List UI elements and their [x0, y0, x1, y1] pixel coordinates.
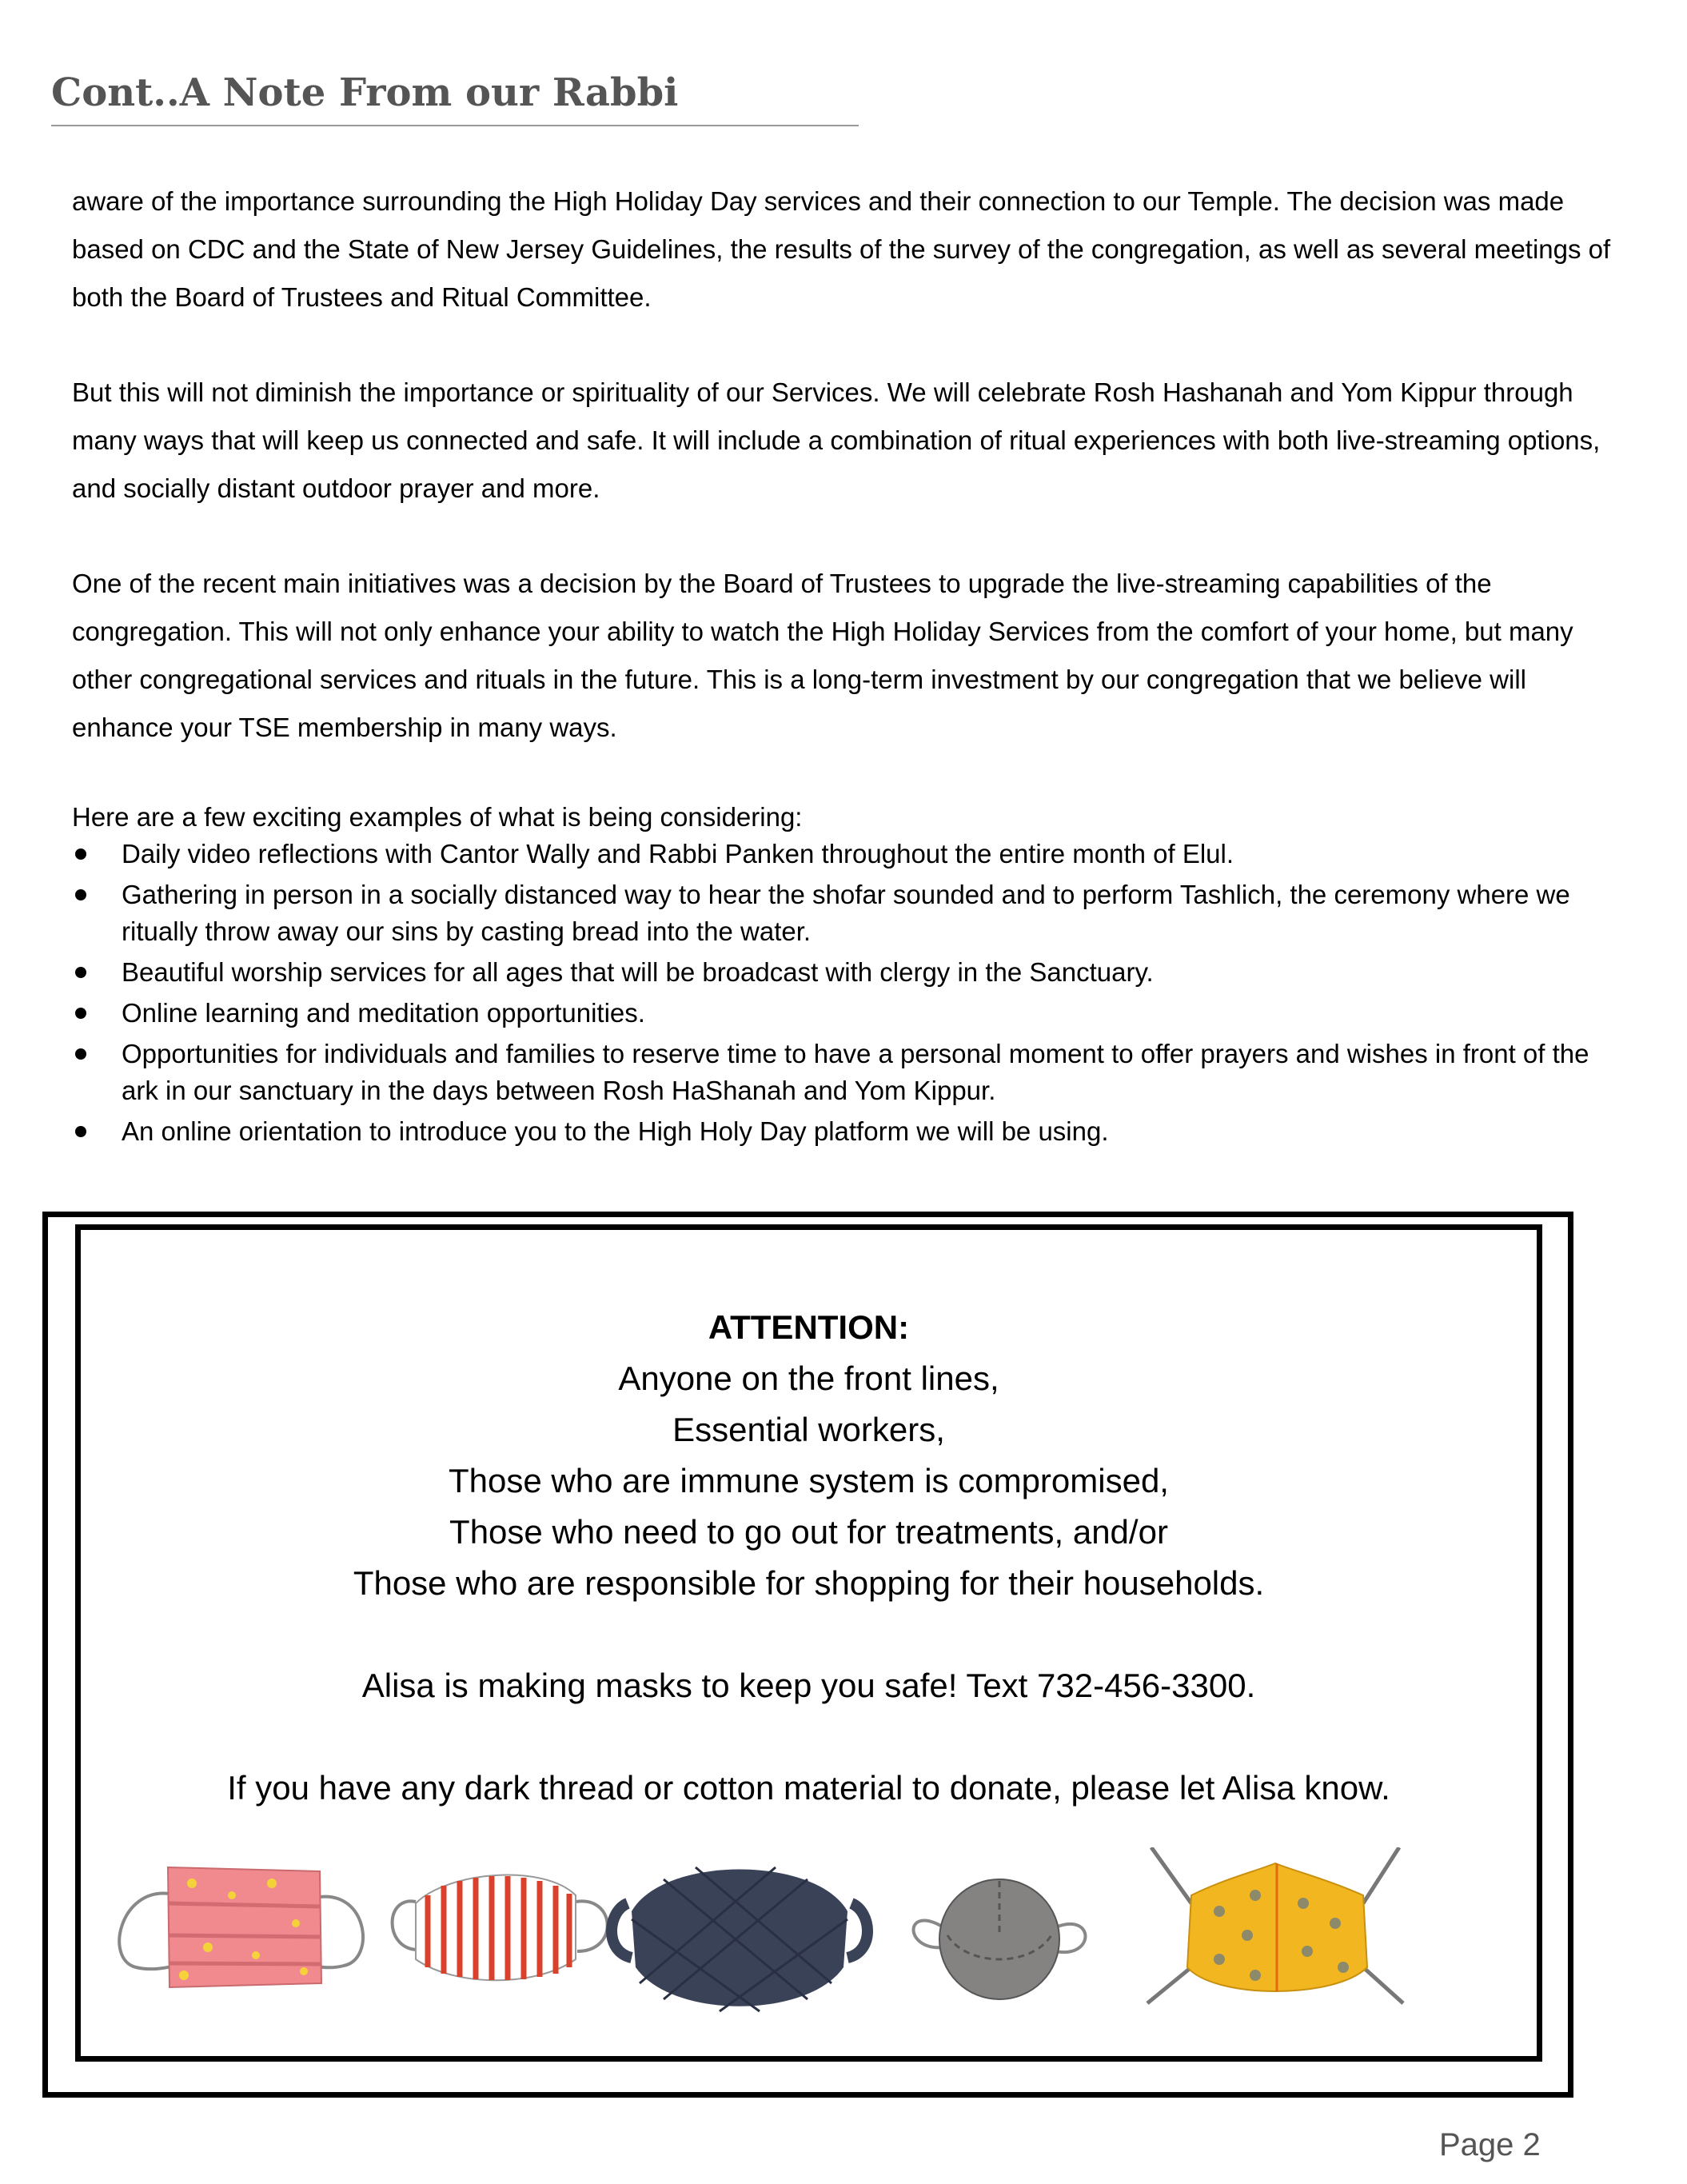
- list-item: [72, 954, 1631, 991]
- notice-spacer: [75, 1711, 1542, 1763]
- gray-mask-icon: [914, 1879, 1086, 1999]
- list-item-text: Gathering in person in a socially distanced way to hear the shofar sounded and to perform Tashlich, the ceremony where we ritually throw away our sins by casting bread into the water.: [122, 880, 1570, 946]
- page-heading: Cont..A Note From our Rabbi: [51, 70, 859, 126]
- notice-line: Essential workers,: [672, 1411, 945, 1448]
- attention-notice: [75, 1302, 1542, 1814]
- bullet-icon: [75, 1126, 86, 1137]
- navy-mask-body: [632, 1870, 847, 2006]
- list-item: [72, 1113, 1631, 1150]
- notice-title: ATTENTION:: [708, 1308, 910, 1346]
- notice-line: Those who are responsible for shopping for their households.: [353, 1564, 1265, 1602]
- list-item-text: Opportunities for individuals and families to reserve time to have a personal moment to offer prayers and wishes in front of the ark in our sanctuary in the days between Rosh HaShanah and Yom Kippur.: [122, 1039, 1589, 1105]
- paragraph: One of the recent main initiatives was a decision by the Board of Trustees to upgrade the live-streaming capabilities of the congregation. This will not only enhance your ability to watch the High Holiday Services from the comfort of your home, but many other congregational services and rituals in the future. This is a long-term investment by our congregation that we believe will enhance your TSE membership in many ways.: [72, 569, 1573, 742]
- notice-spacer: [75, 1609, 1542, 1660]
- list-item: [72, 1036, 1631, 1109]
- bullet-icon: [75, 967, 86, 978]
- notice-line: Those who are immune system is compromised,: [449, 1462, 1169, 1499]
- paragraph: But this will not diminish the importance or spirituality of our Services. We will celebrate Rosh Hashanah and Yom Kippur through many ways that will keep us connected and safe. It will include a combination of ritual experiences with both live-streaming options, and socially distant outdoor prayer and more.: [72, 377, 1601, 503]
- article-body: [72, 178, 1631, 1154]
- paragraph: aware of the importance surrounding the High Holiday Day services and their connection to our Temple. The decision was made based on CDC and the State of New Jersey Guidelines, the results of the survey of the congregation, as well as several meetings of both the Board of Trustees and Ritual Committee.: [72, 186, 1611, 312]
- page-number: Page 2: [1439, 2127, 1541, 2162]
- bullet-icon: [75, 848, 86, 860]
- examples-intro: Here are a few exciting examples of what is being considering:: [72, 802, 803, 832]
- bullet-icon: [75, 889, 86, 900]
- notice-line: Anyone on the front lines,: [618, 1360, 999, 1397]
- striped-mask-icon: [393, 1875, 608, 1981]
- list-item-text: Daily video reflections with Cantor Wally and Rabbi Panken throughout the entire month of Elul.: [122, 839, 1234, 868]
- list-item: [72, 836, 1631, 872]
- list-item-text: Online learning and meditation opportunities.: [122, 998, 645, 1028]
- yellow-mask-icon: [1147, 1847, 1403, 2003]
- donate-line: If you have any dark thread or cotton material to donate, please let Alisa know.: [227, 1769, 1390, 1807]
- bullet-icon: [75, 1008, 86, 1019]
- list-item-text: An online orientation to introduce you to the High Holy Day platform we will be using.: [122, 1116, 1109, 1146]
- notice-line: Those who need to go out for treatments, and/or: [449, 1513, 1168, 1551]
- pink-mask-icon: [119, 1867, 363, 1987]
- navy-mask-icon: [612, 1867, 867, 2011]
- list-item: [72, 995, 1631, 1032]
- masks-illustration: [104, 1847, 1463, 2023]
- list-item: [72, 876, 1631, 950]
- examples-list: [72, 836, 1631, 1150]
- masks-contact-line: Alisa is making masks to keep you safe! Text 732-456-3300.: [361, 1667, 1256, 1704]
- bullet-icon: [75, 1048, 86, 1060]
- list-item-text: Beautiful worship services for all ages that will be broadcast with clergy in the Sanctuary.: [122, 957, 1154, 987]
